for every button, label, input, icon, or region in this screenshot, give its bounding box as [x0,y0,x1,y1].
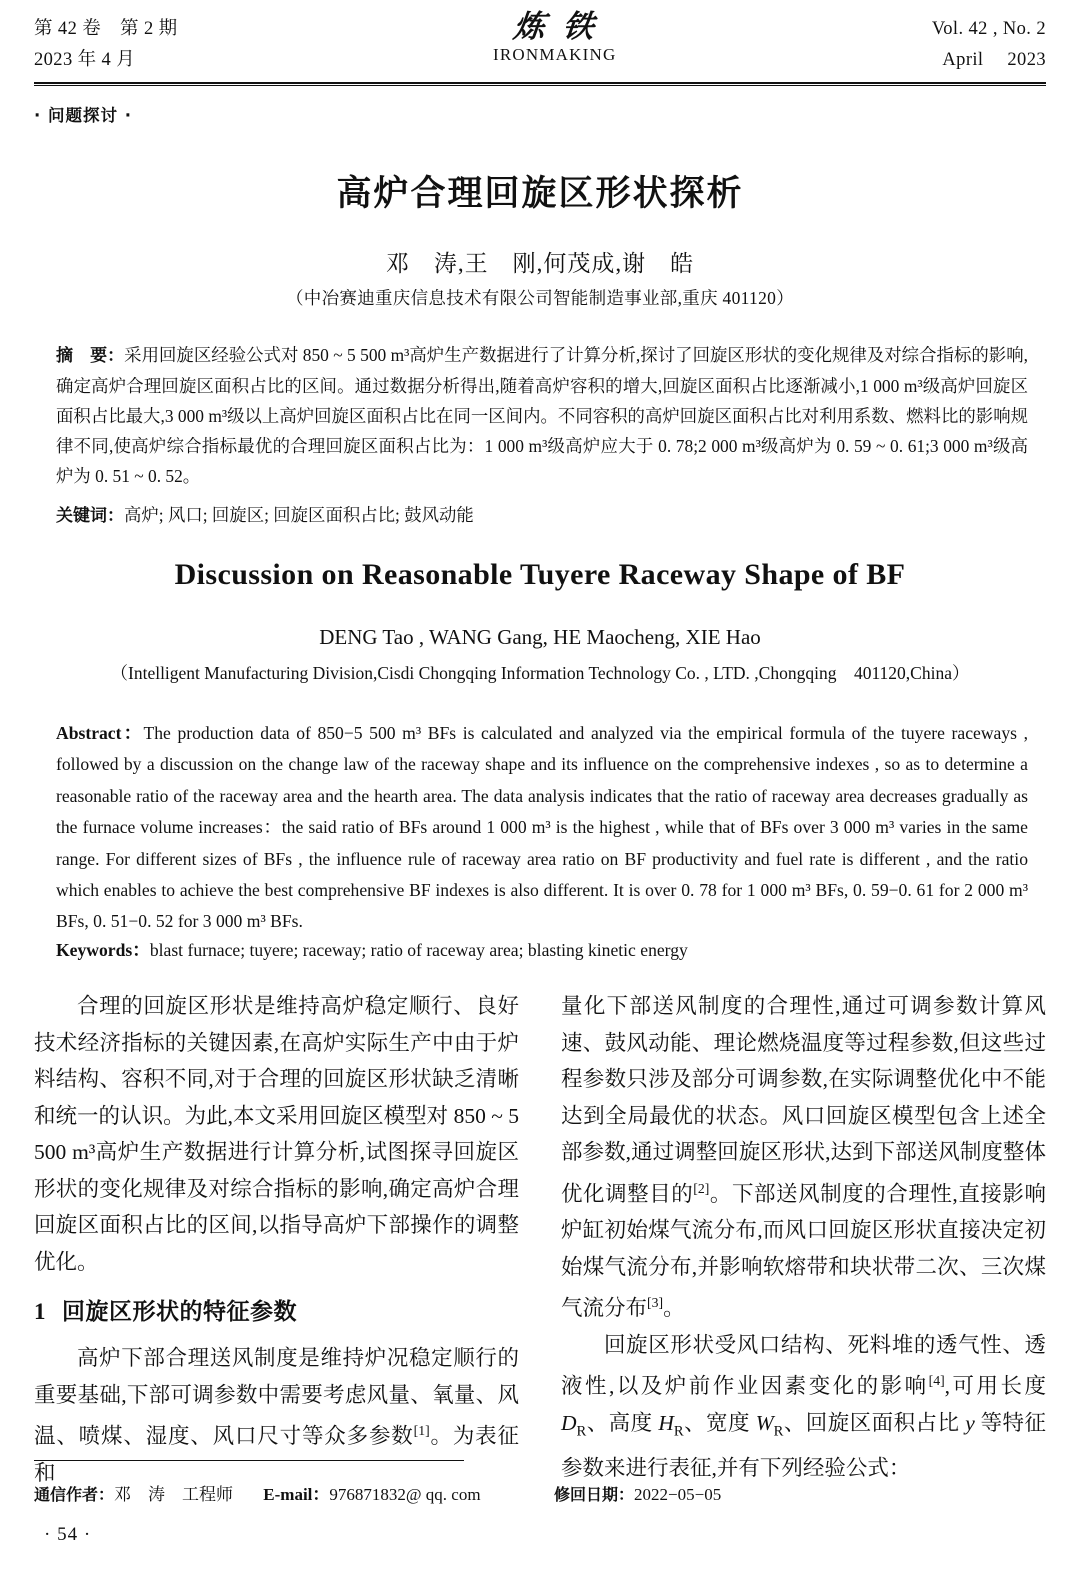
authors-en: DENG Tao , WANG Gang, HE Maocheng, XIE Hao [319,625,761,649]
keywords-cn-label: 关键词 [56,506,107,526]
body-columns [34,988,1046,1485]
volume-issue-en: Vol. 42 , No. 2 [931,19,1046,39]
variable-y: y [965,1410,975,1435]
affiliation-en: （Intelligent Manufacturing Division,Cisdi Chongqing Information Technology Co. , LTD. ,Chongqing 401120,China） [110,663,970,683]
paragraph-text: 量化下部送风制度的合理性,通过可调参数计算风速、鼓风动能、理论燃烧温度等过程参数,但这些过程参数只涉及部分可调参数,在实际调整优化中不能达到全局最优的状态。风口回旋区模型包含上述全部参数,通过调整回旋区形状,达到下部送风制度整体优化调整目的 [561,994,1046,1206]
paragraph [34,1340,519,1491]
authors-cn: 邓 涛,王 刚,何茂成,谢 皓 [385,251,695,276]
paragraph [561,988,1046,1327]
email-label: E-mail [263,1485,313,1504]
abstract-cn [56,340,1028,491]
affiliation-cn: （中冶赛迪重庆信息技术有限公司智能制造事业部,重庆 401120） [286,288,794,308]
page-number: · 54 · [44,1524,92,1545]
masthead [34,9,1046,76]
variable-DR-symbol: D [561,1410,577,1435]
footnote-right [554,1482,721,1508]
section-heading-number: 1 [34,1299,46,1324]
paragraph-text-c: 、高度 [586,1410,659,1435]
issue-date-en: April 2023 [942,50,1046,70]
abstract-en-text: The production data of 850−5 500 m³ BFs is calculated and analyzed via the empirical formula of the tuyere raceways , followed by a discussion on the change law of the raceway shape and its influence on the comprehensive indexes , so as to determine a reasonable ratio of the raceway area and the hearth area. The data analysis indicates that the ratio of raceway area decreases gradually as the furnace volume increases：the said ratio of BFs around 1 000 m³ is the highest , while that of BFs over 3 000 m³ varies in the same range. For different sizes of BFs , the influence rule of raceway area ratio on BF productivity and fuel rate is different , and the ratio which enables to achieve the best comprehensive BF indexes is also different. It is over 0. 78 for 1 000 m³ BFs, 0. 59−0. 61 for 2 000 m³ BFs, 0. 51−0. 52 for 3 000 m³ BFs. [56,723,1028,932]
paragraph-text-mid: 。下部送风制度的合理性,直接影响炉缸初始煤气流分布,而风口回旋区形状直接决定初始煤气流分布,并影响软熔带和块状带二次、三次煤气流分布 [561,1181,1046,1321]
section-heading-1 [34,1294,519,1330]
keywords-en-label: Keywords [56,940,133,960]
revised-date-sep: ： [618,1485,635,1504]
abstract-cn-text: 采用回旋区经验公式对 850 ~ 5 500 m³高炉生产数据进行了计算分析,探讨了回旋区形状的变化规律及对综合指标的影响,确定高炉合理回旋区面积占比的区间。通过数据分析得出,随着高炉容积的增大,回旋区面积占比逐渐减小,1 000 m³级高炉回旋区面积占比最大,3 000 m³级以上高炉回旋区面积占比在同一区间内。不同容积的高炉回旋区面积占比对利用系数、燃料比的影响规律不同,使高炉综合指标最优的合理回旋区面积占比为：1 000 m³级高炉应大于 0. 78;2 000 m³级高炉为 0. 59 ~ 0. 61;3 000 m³级高炉为 0. 51 ~ 0. 52。 [56,345,1029,486]
paragraph-text-b: ,可用长度 [944,1374,1046,1399]
paragraph [561,1327,1046,1486]
revised-date-value: 2022−05−05 [634,1485,722,1504]
masthead-left [34,14,178,76]
citation-ref: [2] [693,1180,710,1196]
abstract-en [56,718,1028,938]
volume-issue-cn: 第 42 卷 第 2 期 [34,19,178,39]
citation-ref: [1] [413,1423,430,1438]
variable-WR-subscript: R [773,1423,784,1440]
footnote-rule [34,1460,464,1461]
abstract-en-sep: ： [121,723,144,743]
footnote [34,1482,1046,1508]
paragraph: 合理的回旋区形状是维持高炉稳定顺行、良好技术经济指标的关键因素,在高炉实际生产中由于炉料结构、容积不同,对于合理的回旋区形状缺乏清晰和统一的认识。为此,本文采用回旋区模型对 850 ~ 5 500 m³高炉生产数据进行计算分析,试图探寻回旋区形状的变化规律及对综合指标的影响,确定高炉合理回旋区面积占比的区间,以指导高炉下部操作的调整优化。 [34,994,519,1274]
variable-HR [658,1410,684,1440]
page-title-en: Discussion on Reasonable Tuyere Raceway Shape of BF [174,558,906,591]
paragraph-text: 高炉下部合理送风制度是维持炉况稳定顺行的重要基础,下部可调参数中需要考虑风量、氧量、风温、喷煤、湿度、风口尺寸等众多参数 [34,1346,519,1449]
variable-WR [755,1410,784,1440]
paragraph-text: 回旋区形状受风口结构、死料堆的透气性、透液性,以及炉前作业因素变化的影响 [561,1332,1046,1399]
citation-ref: [4] [928,1373,945,1389]
section-heading-text: 回旋区形状的特征参数 [62,1299,297,1325]
paragraph-text-f: 等特征参数来进行表征,并有下列经验公式： [561,1410,1046,1480]
abstract-en-label: Abstract [56,723,122,743]
corresponding-author-value: 邓 涛 工程师 [114,1485,234,1504]
corresponding-author-sep: ： [98,1485,115,1504]
keywords-en [56,935,1028,966]
email-sep: ： [312,1485,330,1504]
keywords-cn-sep: ： [107,506,124,526]
variable-DR [561,1410,587,1440]
keywords-en-sep: ： [132,940,150,960]
journal-logo-en: IRONMAKING [493,45,617,64]
variable-WR-symbol: W [755,1410,774,1435]
citation-ref: [3] [647,1295,664,1311]
abstract-cn-sep: ： [107,346,125,366]
journal-logo [493,10,616,65]
page-title-cn: 高炉合理回旋区形状探析 [336,173,744,214]
paragraph-text-tail: 。为表征和 [34,1424,519,1485]
variable-HR-subscript: R [673,1423,684,1440]
paragraph-text-tail: 。 [663,1296,685,1321]
abstract-cn-label: 摘 要 [56,346,108,366]
corresponding-author-label: 通信作者 [34,1485,99,1504]
variable-DR-subscript: R [576,1423,587,1440]
email-value[interactable]: 976871832@ qq. com [329,1485,481,1504]
keywords-en-text: blast furnace; tuyere; raceway; ratio of raceway area; blasting kinetic energy [149,940,688,960]
keywords-cn-text: 高炉; 风口; 回旋区; 回旋区面积占比; 鼓风动能 [124,505,474,525]
footnote-left [34,1482,554,1508]
body-column-left [34,988,519,1485]
journal-logo-cn: 炼铁 [511,9,614,45]
paragraph-text-e: 、回旋区面积占比 [783,1410,966,1435]
revised-date-label: 修回日期 [554,1485,619,1504]
section-tag: · 问题探讨 · [34,106,133,125]
paragraph-text-d: 、宽度 [683,1410,756,1435]
keywords-cn [56,500,1028,531]
issue-date-cn: 2023 年 4 月 [34,50,136,70]
variable-HR-symbol: H [658,1410,674,1435]
body-column-right [561,988,1046,1480]
masthead-right [932,14,1046,76]
masthead-rule [34,82,1046,86]
